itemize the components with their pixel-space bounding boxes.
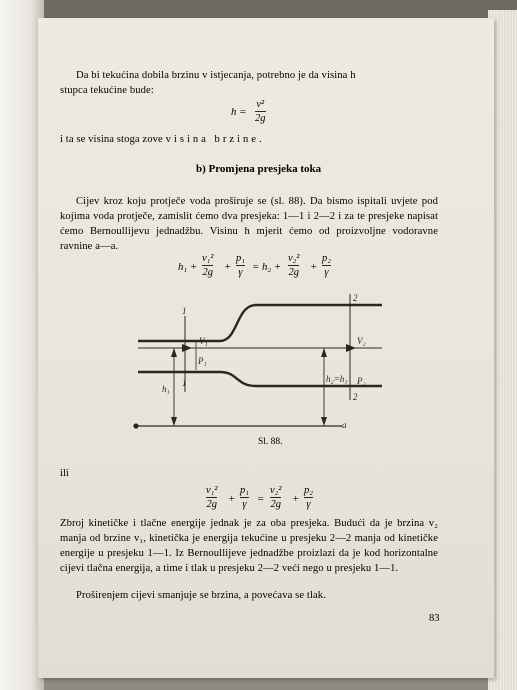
fraction-denominator: 2g <box>202 267 213 278</box>
fraction-numerator: p₁ <box>240 485 249 496</box>
h2-arrow-bottom <box>321 417 327 426</box>
v2-arrow <box>346 344 356 352</box>
v1-arrow <box>182 344 192 352</box>
h1-arrow-top <box>171 348 177 357</box>
formula-velocity-height <box>231 106 246 118</box>
label-section-2-top: 2 <box>353 293 358 303</box>
fraction-p1 <box>240 485 249 510</box>
fraction-numerator: v₁² <box>202 253 214 264</box>
label-p2: P₂ <box>357 376 366 386</box>
label-section-1-top: 1 <box>182 306 187 316</box>
fraction-v2 <box>288 253 299 278</box>
word-ili: ili <box>60 468 69 479</box>
term-h2: = h₂ + <box>252 261 282 273</box>
fraction-p2 <box>322 253 331 278</box>
paragraph-3: Cijev kroz koju protječe voda proširuje se (sl. 88). Da bismo ispitali uvjete pod kojima voda protječe, zamislit ćemo dva presjeka: 1—1 i 2—2 i za te presjeke napisat ćemo Bernoullijevu jednadžbu. Visinu h mjerit ćemo od proizvoljne vodoravne ravnine a—a. <box>60 196 438 252</box>
page-number: 83 <box>429 613 440 624</box>
plus-sign: + <box>228 493 236 505</box>
label-v2: V₂ <box>357 336 366 346</box>
fraction-v2 <box>270 485 281 510</box>
fraction-numerator: p₂ <box>322 253 331 264</box>
formula-1-fraction <box>255 99 266 124</box>
figure-caption: Sl. 88. <box>258 437 283 447</box>
fraction-denominator: γ <box>306 499 311 510</box>
fraction-denominator: 2g <box>255 113 266 124</box>
paragraph-2 <box>60 132 265 147</box>
equals-sign: = <box>257 493 265 505</box>
section-heading: b) Promjena presjeka toka <box>196 163 322 175</box>
fraction-numerator: p₁ <box>236 253 245 264</box>
fraction-denominator: 2g <box>270 499 281 510</box>
reference-point <box>133 423 138 428</box>
label-a: a <box>342 420 347 430</box>
fraction-denominator: γ <box>242 499 247 510</box>
label-h1: h₁ <box>162 384 170 394</box>
plus-sign: + <box>310 261 318 273</box>
paragraph-1-line-2: stupca tekućine bude: <box>60 85 154 96</box>
fraction-p1 <box>236 253 245 278</box>
fraction-v1 <box>206 485 217 510</box>
fraction-numerator: v² <box>256 99 265 110</box>
paragraph-4: Zbroj kinetičke i tlačne energije jednak je za oba presjeka. Budući da je brzina v₂ manja od brzine v₁, kinetička je energija tekućine u presjeku 2—2 manja od kinetičke energije u presjeku 1—1. Iz Bernoullijeve jednadžbe proizlazi da je kod horizontalne cijevi tlačna energija, a time i tlak u presjeku 2—2 veći nego u presjeku 1—1. <box>60 518 438 574</box>
fraction-numerator: v₂² <box>270 485 282 496</box>
term-velocity-height: visina brzine. <box>165 134 265 145</box>
fraction-numerator: p₂ <box>304 485 313 496</box>
h2-arrow-top <box>321 348 327 357</box>
fraction-denominator: γ <box>324 267 329 278</box>
h1-arrow-bottom <box>171 417 177 426</box>
fraction-denominator: γ <box>238 267 243 278</box>
fraction-denominator: 2g <box>288 267 299 278</box>
paragraph-2-text: i ta se visina stoga zove <box>60 134 163 145</box>
pipe-upper-wall <box>138 305 382 341</box>
pipe-expansion-figure <box>120 282 390 432</box>
fraction-p2 <box>304 485 313 510</box>
paragraph-5: Proširenjem cijevi smanjuje se brzina, a povećava se tlak. <box>76 590 326 601</box>
paragraph-1-line-1: Da bi tekućina dobila brzinu v istjecanja, potrebno je da visina h <box>76 70 356 81</box>
label-section-1-bottom: 1 <box>182 378 187 388</box>
fraction-denominator: 2g <box>206 499 217 510</box>
label-h2: h₂=h₁ <box>326 374 348 384</box>
plus-sign: + <box>292 493 300 505</box>
term-h1: h₁ + <box>178 261 198 273</box>
label-v1: V₁ <box>199 336 208 346</box>
fraction-numerator: v₁² <box>206 485 218 496</box>
label-section-2-bottom: 2 <box>353 392 358 402</box>
plus-sign: + <box>224 261 232 273</box>
label-p1: P₁ <box>198 356 207 366</box>
formula-lhs: h = <box>231 106 247 118</box>
fraction-v1 <box>202 253 213 278</box>
fraction-numerator: v₂² <box>288 253 300 264</box>
